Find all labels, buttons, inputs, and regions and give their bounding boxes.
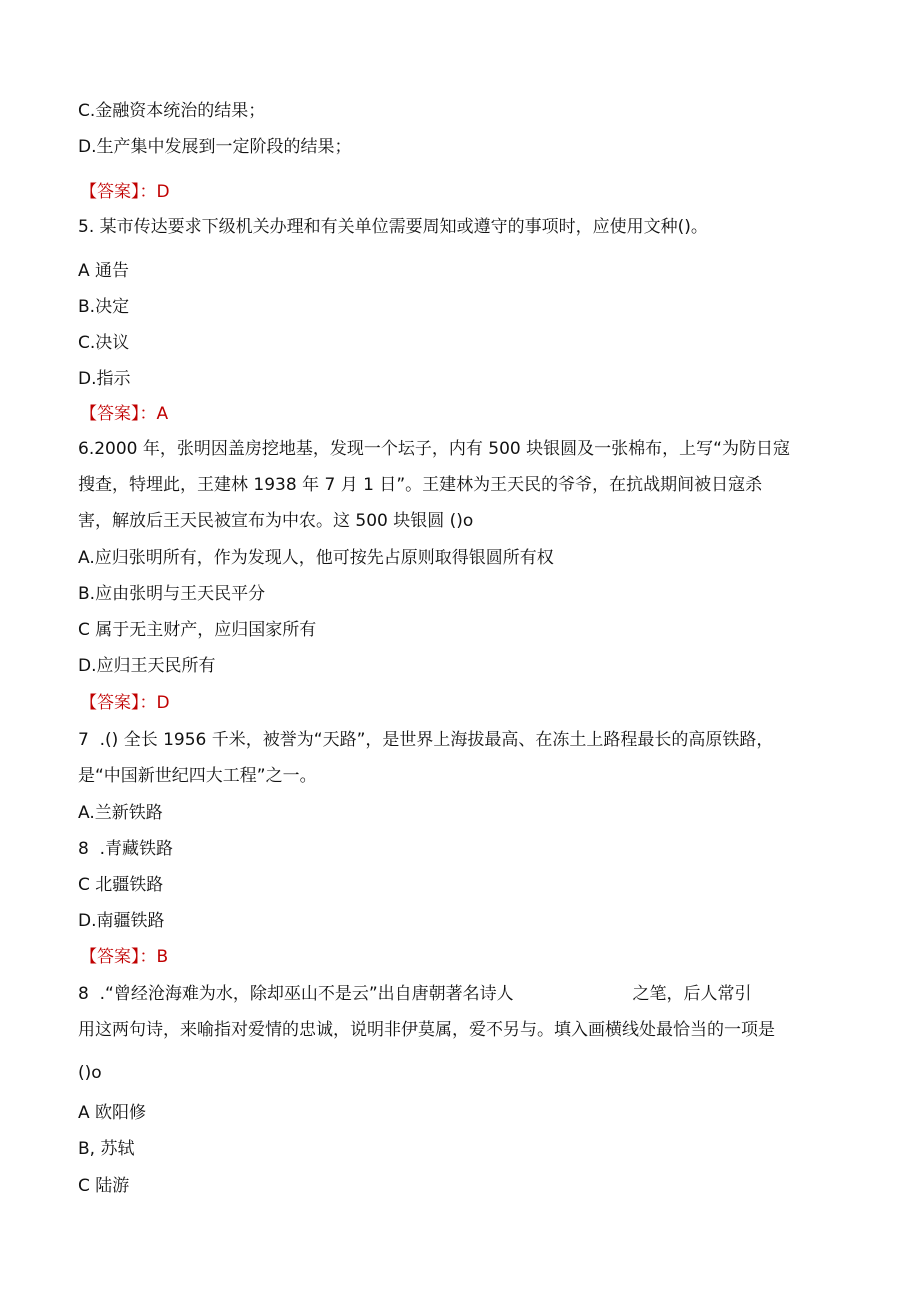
answer-line: 【答案】：D xyxy=(80,693,170,713)
question-line: 用这两句诗，来喻指对爱情的忠诚，说明非伊莫属，爱不另与。填入画横线处最恰当的一项是 xyxy=(78,1020,775,1040)
option-line: D.南疆铁路 xyxy=(78,911,165,931)
option-line: A.应归张明所有，作为发现人，他可按先占原则取得银圆所有权 xyxy=(78,548,554,568)
option-line: A 通告 xyxy=(78,261,130,281)
question-line: 7 .() 全长 1956 千米，被誉为“天路”，是世界上海拔最高、在冻土上路程最长的高原铁路， xyxy=(78,730,774,750)
option-line: B.应由张明与王天民平分 xyxy=(78,584,266,604)
question-line: ()o xyxy=(78,1063,102,1083)
option-line: A 欧阳修 xyxy=(78,1103,147,1123)
option-line: C.决议 xyxy=(78,333,130,353)
option-line: B, 苏轼 xyxy=(78,1139,135,1159)
option-line: D.应归王天民所有 xyxy=(78,656,216,676)
option-line: A.兰新铁路 xyxy=(78,803,163,823)
option-line: C.金融资本统治的结果； xyxy=(78,101,266,121)
question-line: 6.2000 年，张明因盖房挖地基，发现一个坛子，内有 500 块银圆及一张棉布，上写“为防日寇 xyxy=(78,439,790,459)
answer-line: 【答案】：A xyxy=(80,404,169,424)
question-line: 搜查，特埋此，王建林 1938 年 7 月 1 日”。王建林为王天民的爷爷，在抗战期间被日寇杀 xyxy=(78,475,763,495)
question-line: 是“中国新世纪四大工程”之一。 xyxy=(78,766,317,786)
option-line: C 北疆铁路 xyxy=(78,875,164,895)
option-line: C 陆游 xyxy=(78,1176,130,1196)
option-line: D.生产集中发展到一定阶段的结果； xyxy=(78,137,352,157)
answer-line: 【答案】：D xyxy=(80,182,170,202)
question-line: 8 .“曾经沧海难为水，除却巫山不是云”出自唐朝著名诗人 之笔，后人常引 xyxy=(78,984,752,1004)
question-line: 5. 某市传达要求下级机关办理和有关单位需要周知或遵守的事项时，应使用文种()。 xyxy=(78,217,708,237)
option-line: C 属于无主财产，应归国家所有 xyxy=(78,620,317,640)
answer-line: 【答案】：B xyxy=(80,947,169,967)
option-line: B.决定 xyxy=(78,297,130,317)
option-line: D.指示 xyxy=(78,369,131,389)
question-line: 害，解放后王天民被宣布为中农。这 500 块银圆 ()o xyxy=(78,511,474,531)
option-line: 8 .青藏铁路 xyxy=(78,839,174,859)
